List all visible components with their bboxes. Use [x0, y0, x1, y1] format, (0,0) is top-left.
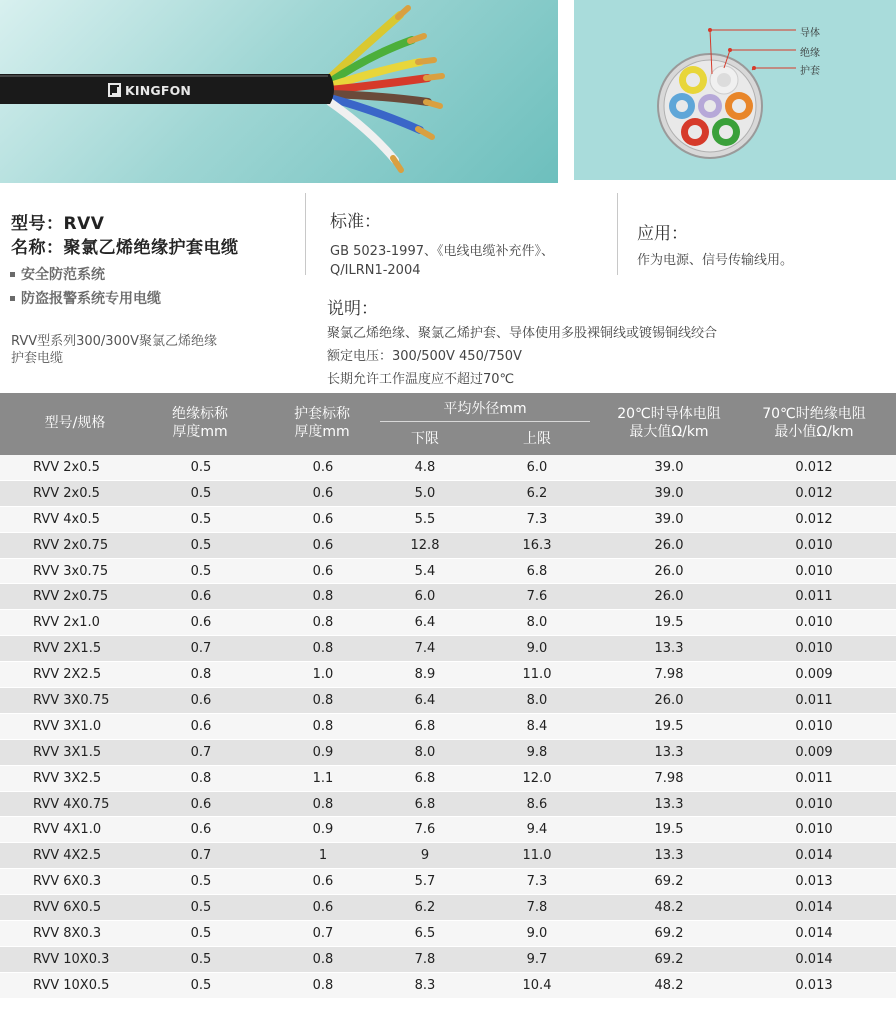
legend-conductor: 导体 [800, 28, 820, 39]
table-cell: 0.010 [795, 563, 833, 579]
table-cell: 5.0 [414, 485, 436, 501]
divider [305, 193, 306, 275]
brand-logo-text: KINGFON [125, 82, 192, 98]
divider [617, 193, 618, 275]
table-cell: 0.8 [312, 641, 334, 657]
brand-mark-icon [108, 83, 121, 97]
table-cell: RVV 3x0.75 [33, 563, 109, 579]
table-cell: 19.5 [654, 822, 684, 838]
table-cell: 1.0 [312, 667, 334, 683]
table-cell: 12.0 [522, 770, 552, 786]
standard-line: Q/ILRN1-2004 [330, 263, 421, 278]
table-cell: 0.010 [795, 641, 833, 657]
th-resistance-line: 最大值Ω/km [629, 424, 709, 440]
table-row [0, 817, 896, 843]
table-cell: 12.8 [410, 537, 440, 553]
product-name: 名称：聚氯乙烯绝缘护套电缆 [11, 238, 239, 258]
th-outer-diameter: 平均外径mm [443, 401, 527, 417]
table-cell: 6.0 [414, 589, 436, 605]
th-resistance [598, 405, 740, 441]
table-cell: RVV 2X1.5 [33, 641, 102, 657]
table-row [0, 507, 896, 533]
th-divider [380, 421, 590, 422]
table-cell: 9.7 [526, 951, 548, 967]
table-cell: 0.6 [190, 718, 212, 734]
table-cell: RVV 10X0.3 [33, 951, 110, 967]
table-cell: 0.6 [190, 796, 212, 812]
table-cell: 0.6 [190, 822, 212, 838]
table-cell: 0.5 [190, 900, 212, 916]
table-row [0, 533, 896, 559]
th-insulation-resistance [748, 405, 880, 441]
table-cell: 13.3 [654, 641, 684, 657]
table-cell: 6.2 [414, 900, 436, 916]
table-cell: 13.3 [654, 744, 684, 760]
spec-table [0, 393, 896, 999]
notes-line: 长期允许工作温度应不超过70℃ [327, 372, 515, 387]
tag-label: 防盗报警系统专用电缆 [21, 291, 161, 307]
table-cell: 0.012 [795, 511, 833, 527]
table-header [0, 393, 896, 455]
table-cell: 0.5 [190, 460, 212, 475]
table-cell: 6.4 [414, 693, 436, 709]
table-cell: 0.7 [190, 744, 212, 760]
table-row [0, 869, 896, 895]
table-cell: 8.4 [526, 718, 548, 734]
product-info [0, 183, 896, 393]
th-resistance-line: 20℃时导体电阻 [617, 406, 721, 422]
table-row [0, 662, 896, 688]
table-row [0, 843, 896, 869]
table-row [0, 455, 896, 481]
table-cell: 8.0 [414, 744, 436, 760]
table-cell: 0.6 [312, 460, 334, 475]
table-cell: 26.0 [654, 693, 684, 709]
table-cell: 0.7 [190, 848, 212, 864]
table-row [0, 610, 896, 636]
table-cell: 5.7 [414, 874, 436, 890]
table-cell: RVV 2x0.5 [33, 485, 100, 501]
table-cell: 0.5 [190, 511, 212, 527]
table-cell: 0.6 [190, 693, 212, 709]
table-cell: 5.4 [414, 563, 436, 579]
table-cell: 6.0 [526, 460, 548, 475]
table-cell: 0.9 [312, 822, 334, 838]
notes-heading: 说明： [327, 299, 378, 319]
table-cell: 7.6 [526, 589, 548, 605]
table-cell: 8.0 [526, 615, 548, 631]
table-cell: 6.8 [414, 796, 436, 812]
table-cell: 0.5 [190, 874, 212, 890]
cable-cross-section-icon [574, 0, 896, 180]
table-row [0, 559, 896, 585]
table-cell: RVV 4X2.5 [33, 848, 102, 864]
table-cell: 7.98 [654, 667, 684, 683]
table-cell: 0.009 [795, 667, 833, 683]
table-row [0, 714, 896, 740]
product-description [11, 333, 281, 367]
table-cell: RVV 2x0.5 [33, 460, 100, 475]
th-insulation-resistance-line: 70℃时绝缘电阻 [762, 406, 866, 422]
product-model: 型号：RVV [11, 214, 105, 234]
table-cell: 0.6 [312, 485, 334, 501]
table-cell: 0.6 [312, 900, 334, 916]
table-cell: 0.010 [795, 822, 833, 838]
table-cell: 0.8 [190, 667, 212, 683]
table-cell: 0.010 [795, 615, 833, 631]
table-cell: 0.5 [190, 977, 212, 993]
table-cell: 0.7 [190, 641, 212, 657]
table-cell: 0.010 [795, 796, 833, 812]
table-cell: 6.5 [414, 926, 436, 942]
table-cell: 39.0 [654, 485, 684, 501]
table-cell: 0.7 [312, 926, 334, 942]
table-cell: 7.4 [414, 641, 436, 657]
table-row [0, 973, 896, 999]
table-cell: 0.6 [312, 511, 334, 527]
table-cell: 0.014 [795, 900, 833, 916]
table-cell: 19.5 [654, 615, 684, 631]
table-cell: 0.009 [795, 744, 833, 760]
th-sheath-line: 厚度mm [294, 424, 350, 440]
table-cell: 26.0 [654, 589, 684, 605]
table-cell: 0.8 [312, 718, 334, 734]
brand-logo [108, 80, 191, 100]
table-cell: RVV 2x1.0 [33, 615, 100, 631]
th-insulation-line: 厚度mm [172, 424, 228, 440]
tag-label: 安全防范系统 [21, 267, 105, 283]
notes-line: 额定电压：300/500V 450/750V [327, 349, 522, 364]
table-row [0, 792, 896, 818]
table-cell: RVV 3X2.5 [33, 770, 102, 786]
table-cell: 0.012 [795, 460, 833, 475]
table-cell: 16.3 [522, 537, 552, 553]
table-cell: 8.9 [414, 667, 436, 683]
table-cell: 0.8 [312, 951, 334, 967]
table-cell: 0.8 [190, 770, 212, 786]
notes-line: 聚氯乙烯绝缘、聚氯乙烯护套、导体使用多股裸铜线或镀锡铜线绞合 [327, 326, 718, 341]
table-cell: 8.6 [526, 796, 548, 812]
application-text: 作为电源、信号传输线用。 [637, 253, 794, 268]
table-cell: 0.010 [795, 537, 833, 553]
table-cell: 6.8 [414, 718, 436, 734]
table-cell: 69.2 [654, 951, 684, 967]
table-row [0, 636, 896, 662]
tag-alarm [10, 288, 161, 308]
bullet-square-icon [10, 296, 15, 301]
table-cell: 0.8 [312, 693, 334, 709]
table-cell: 6.8 [414, 770, 436, 786]
table-cell: 0.013 [795, 874, 833, 890]
table-cell: 0.5 [190, 485, 212, 501]
table-cell: 8.0 [526, 693, 548, 709]
cross-section-image [574, 0, 896, 180]
table-cell: 1.1 [312, 770, 334, 786]
table-cell: RVV 3X0.75 [33, 693, 110, 709]
table-cell: 0.9 [312, 744, 334, 760]
legend-sheath: 护套 [800, 66, 820, 77]
table-row [0, 895, 896, 921]
description-line: 护套电缆 [11, 351, 64, 366]
table-row [0, 921, 896, 947]
table-cell: RVV 3X1.5 [33, 744, 102, 760]
table-cell: 0.5 [190, 563, 212, 579]
table-cell: 13.3 [654, 848, 684, 864]
th-insulation-resistance-line: 最小值Ω/km [774, 424, 854, 440]
table-cell: 9.4 [526, 822, 548, 838]
table-cell: 0.8 [312, 589, 334, 605]
table-cell: 26.0 [654, 537, 684, 553]
table-cell: 39.0 [654, 460, 684, 475]
table-cell: 0.8 [312, 796, 334, 812]
table-cell: 11.0 [522, 667, 552, 683]
table-cell: 0.010 [795, 718, 833, 734]
th-upper: 上限 [523, 431, 551, 447]
table-cell: 6.8 [526, 563, 548, 579]
table-cell: 1 [318, 848, 328, 864]
table-cell: RVV 2x0.75 [33, 589, 109, 605]
table-cell: 0.8 [312, 977, 334, 993]
table-cell: 5.5 [414, 511, 436, 527]
table-row [0, 481, 896, 507]
table-cell: 48.2 [654, 977, 684, 993]
table-cell: 0.014 [795, 848, 833, 864]
cable-photo [0, 0, 558, 183]
cable-illustration [0, 0, 558, 183]
table-row [0, 947, 896, 973]
table-cell: 6.2 [526, 485, 548, 501]
table-cell: 0.6 [312, 874, 334, 890]
table-cell: 7.3 [526, 511, 548, 527]
th-insulation-line: 绝缘标称 [172, 406, 228, 422]
th-insulation [150, 405, 250, 441]
table-cell: 0.6 [312, 563, 334, 579]
table-cell: 9.0 [526, 641, 548, 657]
table-cell: 0.012 [795, 485, 833, 501]
description-line: RVV型系列300/300V聚氯乙烯绝缘 [11, 334, 218, 349]
standard-heading: 标准： [330, 212, 381, 232]
table-cell: 13.3 [654, 796, 684, 812]
table-cell: RVV 2x0.75 [33, 537, 109, 553]
table-row [0, 766, 896, 792]
table-row [0, 584, 896, 610]
table-cell: 0.6 [312, 537, 334, 553]
table-cell: 4.8 [414, 460, 436, 475]
table-cell: RVV 4X1.0 [33, 822, 102, 838]
th-lower: 下限 [411, 431, 439, 447]
table-cell: 9.0 [526, 926, 548, 942]
table-cell: 69.2 [654, 926, 684, 942]
table-cell: 19.5 [654, 718, 684, 734]
table-cell: RVV 2X2.5 [33, 667, 102, 683]
table-cell: RVV 3X1.0 [33, 718, 102, 734]
table-cell: 7.98 [654, 770, 684, 786]
table-row [0, 740, 896, 766]
table-cell: 0.014 [795, 926, 833, 942]
table-cell: 26.0 [654, 563, 684, 579]
table-cell: 0.6 [190, 615, 212, 631]
table-cell: 10.4 [522, 977, 552, 993]
table-cell: 9.8 [526, 744, 548, 760]
table-cell: 0.8 [312, 615, 334, 631]
table-cell: 7.3 [526, 874, 548, 890]
application-heading: 应用： [637, 224, 688, 244]
table-row [0, 688, 896, 714]
table-cell: 7.8 [526, 900, 548, 916]
table-cell: 0.014 [795, 951, 833, 967]
tag-security [10, 264, 105, 284]
table-cell: 0.6 [190, 589, 212, 605]
legend-insulation: 绝缘 [800, 48, 820, 59]
table-cell: RVV 8X0.3 [33, 926, 102, 942]
table-cell: RVV 4X0.75 [33, 796, 110, 812]
table-cell: RVV 6X0.3 [33, 874, 102, 890]
table-cell: 0.011 [795, 770, 833, 786]
th-sheath [272, 405, 372, 441]
table-cell: 0.5 [190, 951, 212, 967]
table-cell: RVV 4x0.5 [33, 511, 100, 527]
table-cell: 39.0 [654, 511, 684, 527]
table-cell: 0.011 [795, 589, 833, 605]
th-sheath-line: 护套标称 [294, 406, 350, 422]
table-body [0, 455, 896, 999]
table-cell: 7.6 [414, 822, 436, 838]
standard-line: GB 5023-1997、《电线电缆补充件》、 [330, 244, 554, 259]
table-cell: 0.013 [795, 977, 833, 993]
table-cell: 6.4 [414, 615, 436, 631]
table-cell: 0.5 [190, 926, 212, 942]
bullet-square-icon [10, 272, 15, 277]
table-cell: RVV 6X0.5 [33, 900, 102, 916]
table-cell: RVV 10X0.5 [33, 977, 110, 993]
table-cell: 9 [420, 848, 430, 864]
table-cell: 0.5 [190, 537, 212, 553]
table-cell: 7.8 [414, 951, 436, 967]
table-cell: 0.011 [795, 693, 833, 709]
table-cell: 48.2 [654, 900, 684, 916]
table-cell: 8.3 [414, 977, 436, 993]
table-cell: 69.2 [654, 874, 684, 890]
th-model: 型号/规格 [44, 415, 106, 431]
table-cell: 11.0 [522, 848, 552, 864]
